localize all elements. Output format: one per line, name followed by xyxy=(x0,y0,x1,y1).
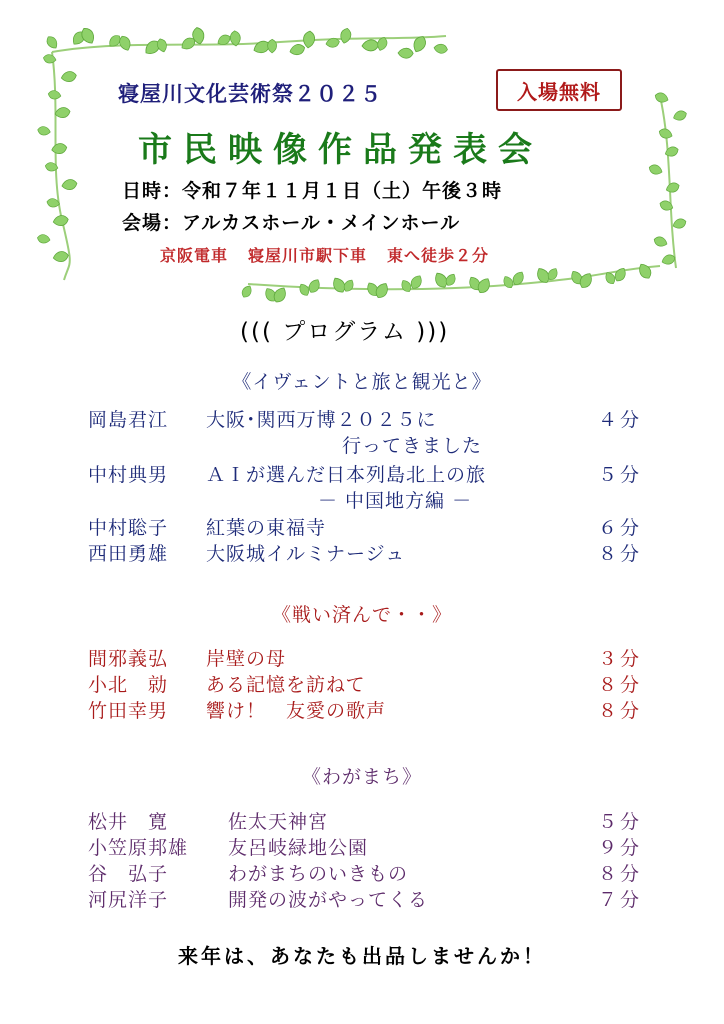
ivy-leaf-icon xyxy=(665,181,681,194)
ivy-leaf-icon xyxy=(433,43,448,54)
entry-name: 谷 弘子 xyxy=(88,863,169,885)
ivy-leaf-icon xyxy=(48,90,62,101)
ivy-leaf-icon xyxy=(45,34,60,50)
access-railway: 京阪電車 xyxy=(160,246,229,265)
section-title-war: 《戦い済んで・・》 xyxy=(271,604,452,626)
entry-duration: ３分 xyxy=(597,648,642,670)
entry-name: 小笠原邦雄 xyxy=(88,837,189,859)
ivy-leaf-icon xyxy=(373,281,390,300)
entry-name: 中村聡子 xyxy=(88,517,169,539)
ivy-leaf-icon xyxy=(43,54,57,65)
entry-work: 佐太天神宮 xyxy=(228,811,329,833)
program-heading: ((( プログラム ))) xyxy=(240,319,450,345)
ivy-leaf-icon xyxy=(501,274,515,289)
ivy-leaf-icon xyxy=(37,126,51,137)
entry-name: 小北 勍 xyxy=(88,674,169,696)
free-admission-badge: 入場無料 xyxy=(496,69,622,111)
ivy-leaf-icon xyxy=(648,163,664,176)
ivy-leaf-icon xyxy=(672,109,688,122)
entry-work: 紅葉の東福寺 xyxy=(206,517,327,539)
entry-name: 河尻洋子 xyxy=(88,889,169,911)
ivy-leaf-icon xyxy=(653,235,669,248)
ivy-leaf-icon xyxy=(79,26,97,46)
entry-duration: ８分 xyxy=(597,700,642,722)
entry-duration: ６分 xyxy=(597,517,642,539)
ivy-leaf-icon xyxy=(654,91,670,104)
entry-name: 中村典男 xyxy=(88,464,169,486)
entry-work: ＡＩが選んだ日本列島北上の旅 xyxy=(206,464,487,486)
ivy-leaf-icon xyxy=(399,278,413,293)
entry-name: 間邪義弘 xyxy=(88,648,169,670)
ivy-leaf-icon xyxy=(51,142,68,155)
entry-name: 松井 寛 xyxy=(88,811,169,833)
entry-duration: ８分 xyxy=(597,543,642,565)
entry-work: ある記憶を訪ねて xyxy=(206,674,366,696)
section-title-hometown: 《わがまち》 xyxy=(301,766,422,788)
ivy-leaf-icon xyxy=(52,250,69,263)
ivy-leaf-icon xyxy=(297,282,311,297)
ivy-leaf-icon xyxy=(60,70,77,83)
ivy-leaf-icon xyxy=(271,285,288,304)
ivy-leaf-icon xyxy=(664,145,680,158)
event-title: 市民映像作品発表会 xyxy=(138,130,543,170)
entry-name: 西田勇雄 xyxy=(88,543,169,565)
entry-work: 友呂岐緑地公園 xyxy=(228,837,369,859)
festival-name: 寝屋川文化芸術祭２０２５ xyxy=(118,82,382,106)
closing-message: 来年は、あなたも出品しませんか！ xyxy=(178,944,546,968)
venue-line: 会場：アルカスホール・メインホール xyxy=(122,212,461,234)
ivy-leaf-icon xyxy=(658,127,674,140)
entry-work: 岸壁の母 xyxy=(206,648,287,670)
entry-work: 大阪城イルミナージュ xyxy=(206,543,406,565)
ivy-leaf-icon xyxy=(339,27,352,44)
ivy-leaf-icon xyxy=(362,39,380,51)
access-walk: 東へ徒歩２分 xyxy=(387,246,490,265)
entry-duration: ４分 xyxy=(597,409,642,431)
ivy-leaf-icon xyxy=(54,106,71,119)
ivy-leaf-icon xyxy=(37,234,51,245)
access-station: 寝屋川市駅下車 xyxy=(248,246,368,265)
ivy-leaf-icon xyxy=(289,43,306,57)
entry-duration: ５分 xyxy=(597,464,642,486)
entry-name: 岡島君江 xyxy=(88,409,169,431)
entry-work: 響け！ 友愛の歌声 xyxy=(206,700,387,722)
ivy-leaf-icon xyxy=(240,284,254,299)
entry-duration: ８分 xyxy=(597,674,642,696)
ivy-leaf-icon xyxy=(672,217,688,230)
entry-duration: ８分 xyxy=(597,863,642,885)
ivy-leaf-icon xyxy=(303,30,316,48)
entry-work: わがまちのいきもの xyxy=(228,863,409,885)
ivy-leaf-icon xyxy=(268,39,277,53)
ivy-leaf-icon xyxy=(61,178,78,191)
ivy-leaf-icon xyxy=(636,262,653,281)
section-title-travel: 《イヴェントと旅と観光と》 xyxy=(232,371,492,393)
entry-duration: ５分 xyxy=(597,811,642,833)
entry-name: 竹田幸男 xyxy=(88,700,169,722)
entry-work: 大阪･関西万博２０２５に xyxy=(206,409,437,431)
entry-duration: ７分 xyxy=(597,889,642,911)
ivy-leaf-icon xyxy=(398,48,414,59)
entry-work-cont: － 中国地方編 － xyxy=(318,490,473,512)
date-line: 日時：令和７年１１月１日（土）午後３時 xyxy=(122,180,503,202)
access-info xyxy=(160,243,509,266)
ivy-leaf-icon xyxy=(52,214,69,227)
entry-duration: ９分 xyxy=(597,837,642,859)
entry-work-cont: 行ってきました xyxy=(342,435,483,457)
entry-work: 開発の波がやってくる xyxy=(228,889,429,911)
